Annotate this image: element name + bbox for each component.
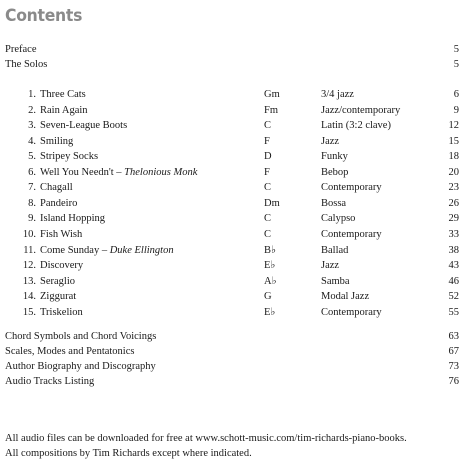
solo-title-text: Chagall [40, 182, 73, 194]
solo-page: 46 [448, 275, 459, 287]
toc-entry-title: Author Biography and Discography [5, 361, 156, 372]
solo-page: 43 [448, 260, 459, 272]
solo-style: Jazz [321, 135, 340, 147]
solo-page: 15 [448, 135, 459, 147]
solo-title [40, 181, 73, 195]
solo-style: Jazz [321, 260, 340, 272]
solo-style: Ballad [321, 244, 349, 256]
solo-title-text: Seven-League Boots [40, 120, 128, 132]
solo-key: Gm [264, 89, 280, 100]
solo-key: E♭ [264, 306, 276, 318]
solo-composer: Duke Ellington [109, 244, 174, 256]
solo-key: G [264, 291, 272, 303]
solo-number: 10. [22, 228, 36, 240]
solo-number: 5. [28, 151, 36, 163]
solo-number: 6. [28, 166, 36, 178]
solo-page: 12 [448, 120, 459, 132]
toc-entry-page: 63 [448, 331, 459, 342]
solo-number: 7. [28, 182, 36, 194]
solo-number: 12. [22, 260, 36, 272]
solo-page: 29 [448, 213, 459, 225]
solo-key: B♭ [264, 244, 276, 256]
toc-entry-title: The Solos [5, 59, 48, 70]
page-title: Contents [5, 6, 83, 26]
solo-title-text: Well You Needn't – [40, 166, 125, 178]
solo-key: E♭ [264, 260, 276, 272]
solo-title [40, 135, 73, 149]
solo-number: 14. [22, 291, 36, 303]
solo-page: 38 [448, 244, 459, 256]
solo-key: C [264, 228, 272, 240]
footer-line: All audio files can be downloaded for free at www.schott-music.com/tim-richards-piano-books. [5, 433, 407, 444]
solo-number: 13. [22, 275, 36, 287]
solo-title [40, 212, 105, 226]
solo-title-text: Seraglio [40, 275, 75, 287]
solo-title [40, 244, 174, 258]
solo-key: C [264, 120, 272, 132]
solo-title [40, 166, 197, 180]
solo-key: C [264, 213, 272, 225]
solo-style: Contemporary [321, 228, 382, 240]
toc-entry-page: 76 [448, 376, 459, 387]
solo-page: 23 [448, 182, 459, 194]
solo-title-text: Stripey Socks [40, 151, 99, 163]
toc-entry-title: Scales, Modes and Pentatonics [5, 346, 135, 357]
solo-title [40, 290, 76, 304]
toc-entry-page: 73 [448, 361, 459, 372]
toc-entry-title: Audio Tracks Listing [5, 376, 95, 387]
solo-title-text: Discovery [40, 260, 84, 272]
toc-entry-title: Chord Symbols and Chord Voicings [5, 331, 157, 342]
solo-number: 11. [23, 244, 36, 256]
solo-title-text: Triskelion [40, 306, 83, 318]
solo-style: Jazz/contemporary [321, 104, 401, 116]
solo-title [40, 150, 98, 164]
solo-key: F [264, 135, 270, 147]
solo-page: 18 [448, 151, 459, 163]
solo-title [40, 275, 75, 289]
toc-entry-page: 5 [453, 59, 459, 70]
solo-key: F [264, 166, 270, 178]
solo-title [40, 228, 82, 242]
solo-page: 52 [448, 291, 459, 303]
solo-key: A♭ [264, 275, 277, 287]
solo-style: Modal Jazz [321, 291, 370, 303]
solo-key: Dm [264, 197, 280, 209]
solo-title [40, 104, 88, 118]
solo-number: 4. [28, 135, 36, 147]
solo-title [40, 88, 86, 102]
solo-number: 3. [28, 120, 36, 132]
solo-page: 33 [448, 228, 459, 240]
solo-number: 2. [28, 104, 36, 116]
solo-style: Contemporary [321, 182, 382, 194]
solo-page: 55 [448, 306, 459, 318]
solo-key: D [264, 151, 272, 163]
solo-title [40, 306, 83, 320]
solo-number: 15. [22, 306, 36, 318]
solo-number: 1. [28, 89, 36, 100]
solo-key: Fm [264, 104, 279, 116]
footer-line: All compositions by Tim Richards except where indicated. [5, 448, 252, 459]
solo-number: 8. [28, 197, 36, 209]
toc-entry-title: Preface [5, 44, 37, 55]
solo-title-text: Pandeiro [40, 197, 78, 209]
solo-style: 3/4 jazz [321, 89, 354, 100]
solo-title-text: Three Cats [40, 89, 86, 100]
solo-title [40, 259, 83, 273]
toc-entry-page: 67 [448, 346, 459, 357]
solo-title-text: Smiling [40, 135, 74, 147]
solo-style: Bebop [321, 166, 349, 178]
solo-title-text: Fish Wish [40, 228, 83, 240]
solo-title [40, 119, 127, 133]
solo-style: Calypso [321, 213, 356, 225]
solo-style: Samba [321, 275, 350, 287]
solo-number: 9. [28, 213, 36, 225]
solo-title-text: Island Hopping [40, 213, 106, 225]
solo-title-text: Rain Again [40, 104, 88, 116]
solo-title [40, 197, 77, 211]
solo-style: Latin (3:2 clave) [321, 120, 391, 132]
solo-page: 26 [448, 197, 459, 209]
solo-title-text: Come Sunday – [40, 244, 110, 256]
solo-style: Contemporary [321, 306, 382, 318]
solo-page: 6 [453, 89, 459, 100]
solo-style: Bossa [321, 197, 347, 209]
solo-style: Funky [321, 151, 348, 163]
solo-page: 20 [448, 166, 459, 178]
solo-title-text: Ziggurat [40, 291, 77, 303]
solo-composer: Thelonious Monk [124, 166, 198, 178]
toc-entry-page: 5 [453, 44, 459, 55]
solo-key: C [264, 182, 272, 194]
solo-page: 9 [453, 104, 459, 116]
